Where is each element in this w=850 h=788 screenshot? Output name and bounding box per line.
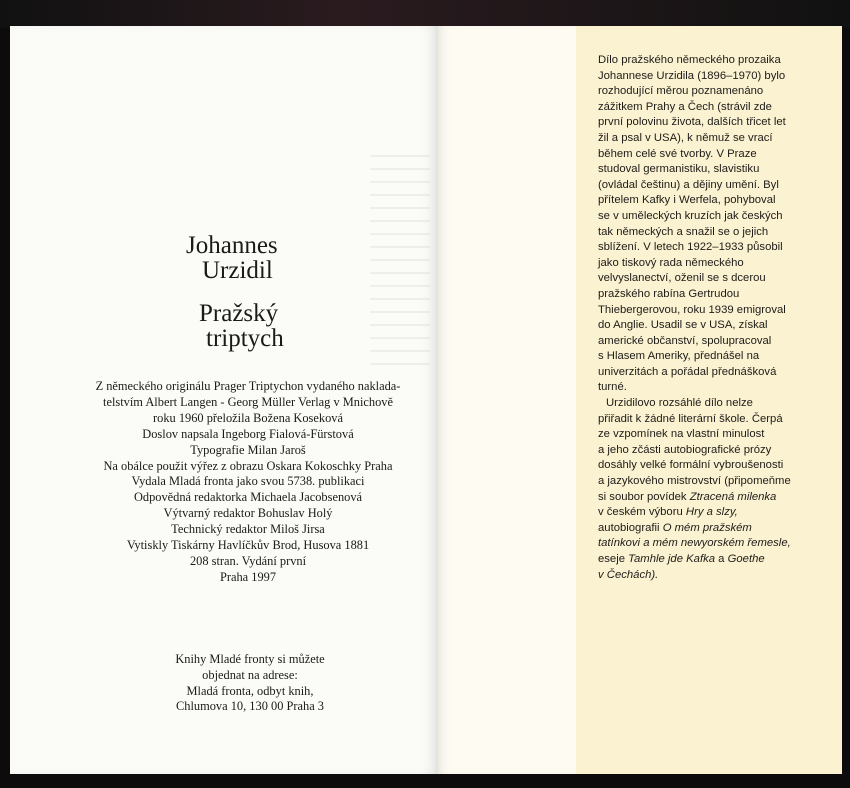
blurb-line: Johannese Urzidila (1896–1970) bylo bbox=[598, 69, 786, 82]
blurb-line: Thiebergerovou, roku 1939 emigroval bbox=[598, 303, 786, 316]
blurb-line: pražského rabína Gertrudou bbox=[598, 287, 740, 300]
blurb-line: a jeho zčásti autobiografické prózy bbox=[598, 443, 772, 456]
show-through-text bbox=[370, 155, 430, 375]
blurb-line: se v uměleckých kruzích jak českých bbox=[598, 209, 783, 222]
blurb-text: si soubor povídek bbox=[598, 490, 687, 503]
blurb-line: přiřadit k žádné literární škole. Čerpá bbox=[598, 412, 783, 425]
blurb-line: s Hlasem Ameriky, přednášel na bbox=[598, 350, 760, 363]
blurb-line bbox=[598, 536, 838, 552]
imprint-line: Vydala Mladá fronta jako svou 5738. publikaci bbox=[131, 474, 365, 489]
order-line: Knihy Mladé fronty si můžete bbox=[175, 652, 325, 666]
blurb-line: přítelem Kafky i Werfela, pohyboval bbox=[598, 194, 776, 207]
imprint-line: telstvím Albert Langen - Georg Müller Verlag v Mnichově bbox=[103, 394, 393, 409]
blurb-line bbox=[598, 490, 838, 506]
imprint-line: Vytiskly Tiskárny Havlíčkův Brod, Husova 1881 bbox=[126, 538, 370, 553]
blurb-line: rozhodující měrou poznamenáno bbox=[598, 85, 764, 98]
blurb-line: sblížení. V letech 1922–1933 působil bbox=[598, 241, 783, 254]
blurb-line bbox=[598, 568, 838, 584]
blurb-italic: Hry a slzy, bbox=[685, 506, 738, 519]
scan-edge bbox=[0, 0, 850, 28]
blurb-line: zážitkem Prahy a Čech (strávil zde bbox=[598, 100, 772, 113]
author-line: Urzidil bbox=[202, 257, 273, 284]
blurb-italic: Ztracená milenka bbox=[689, 490, 777, 503]
blurb-line: (ovládal češtinu) a dějiny umění. Byl bbox=[598, 178, 779, 191]
blurb-line bbox=[598, 552, 838, 568]
imprint-line: Z německého originálu Prager Triptychon vydaného naklada- bbox=[95, 379, 401, 393]
blurb-text: v českém výboru bbox=[598, 506, 683, 519]
imprint-line: Doslov napsala Ingeborg Fialová-Fürstová bbox=[142, 426, 354, 441]
blurb-line: studoval germanistiku, slavistiku bbox=[598, 163, 760, 176]
imprint-line: Technický redaktor Miloš Jirsa bbox=[171, 522, 325, 537]
order-line: Mladá fronta, odbyt knih, bbox=[186, 683, 314, 698]
order-address bbox=[140, 652, 360, 715]
blurb-line bbox=[598, 505, 838, 521]
blurb-line: ze vzpomínek na vlastní minulost bbox=[598, 428, 765, 441]
blurb-line: Urzidilovo rozsáhlé dílo nelze bbox=[606, 397, 753, 410]
blurb-line: jako tiskový rada německého bbox=[598, 256, 744, 269]
blurb-line: žil a psal v USA), k němuž se vrací bbox=[598, 131, 773, 144]
blurb-line: tak německých a snažil se o jejich bbox=[598, 225, 769, 238]
book-title bbox=[199, 301, 284, 351]
blurb-italic: v Čechách). bbox=[598, 568, 659, 581]
imprint-block bbox=[62, 379, 434, 586]
blurb-italic: O mém pražském bbox=[662, 521, 752, 534]
blurb-line: Dílo pražského německého prozaika bbox=[598, 54, 781, 66]
blurb-line: a jazykového mistrovství (připomeňme bbox=[598, 475, 791, 488]
author-line: Johannes bbox=[186, 232, 278, 259]
imprint-line: Výtvarný redaktor Bohuslav Holý bbox=[163, 506, 333, 521]
title-line: Pražský bbox=[199, 300, 279, 327]
imprint-line: 208 stran. Vydání první bbox=[189, 553, 307, 568]
order-line: objednat na adrese: bbox=[202, 667, 298, 682]
blurb-line: dosáhly velké formální vybroušenosti bbox=[598, 459, 784, 472]
imprint-line: Typografie Milan Jaroš bbox=[190, 442, 306, 457]
imprint-line: Praha 1997 bbox=[219, 569, 277, 584]
blurb-line: americké občanství, spolupracoval bbox=[598, 334, 772, 347]
blurb-line: do Anglie. Usadil se v USA, získal bbox=[598, 319, 768, 332]
blurb-line bbox=[598, 521, 838, 537]
imprint-line: roku 1960 přeložila Božena Koseková bbox=[153, 410, 343, 425]
blurb-italic: Tamhle jde Kafka bbox=[628, 553, 716, 565]
imprint-line: Odpovědná redaktorka Michaela Jacobsenová bbox=[133, 490, 363, 505]
blurb-line: první polovinu života, dalších třicet let bbox=[598, 116, 786, 129]
cover-blurb bbox=[598, 53, 838, 583]
flyleaf-page bbox=[438, 26, 576, 774]
order-line: Chlumova 10, 130 00 Praha 3 bbox=[176, 699, 324, 714]
blurb-line: velvyslanectví, oženil se s dcerou bbox=[598, 272, 766, 285]
blurb-line: během celé své tvorby. V Praze bbox=[598, 147, 757, 160]
blurb-line: univerzitách a pořádal přednášková bbox=[598, 365, 777, 378]
blurb-text: a bbox=[718, 553, 725, 565]
author-name bbox=[186, 233, 278, 283]
blurb-italic: tatínkovi a mém newyorském řemesle, bbox=[598, 537, 791, 550]
blurb-line: turné. bbox=[598, 381, 627, 394]
imprint-line: Na obálce použit výřez z obrazu Oskara Kokoschky Praha bbox=[103, 458, 393, 473]
blurb-text: autobiografii bbox=[598, 521, 660, 534]
blurb-italic: Goethe bbox=[727, 553, 765, 565]
blurb-text: eseje bbox=[598, 553, 626, 565]
title-line: triptych bbox=[206, 325, 284, 352]
